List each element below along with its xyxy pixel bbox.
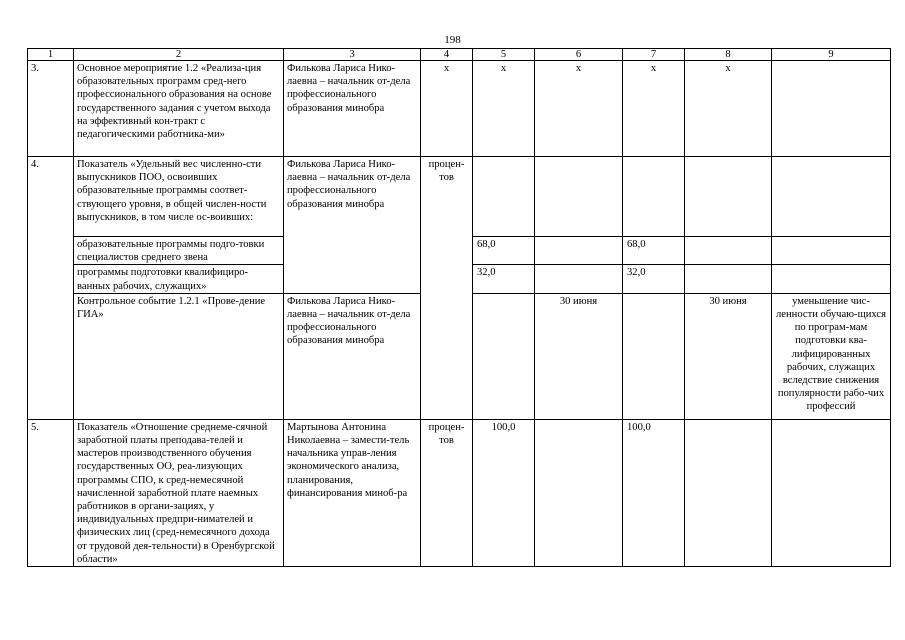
- page-number: 198: [444, 34, 461, 46]
- table-row: [28, 419, 891, 566]
- row-number: 5.: [28, 419, 74, 566]
- responsible-person: Филькова Лариса Нико-лаевна – начальник от-дела профессионального образования минобра: [284, 61, 421, 157]
- cell-value: х: [473, 61, 535, 157]
- responsible-person: Филькова Лариса Нико-лаевна – начальник от-дела профессионального образования минобра: [284, 157, 421, 294]
- cell-value: [623, 157, 685, 237]
- cell-value: [535, 237, 623, 265]
- cell-value: 100,0: [623, 419, 685, 566]
- cell-value: [685, 237, 772, 265]
- cell-value: [772, 419, 891, 566]
- cell-value: х: [685, 61, 772, 157]
- cell-value: 32,0: [473, 265, 535, 293]
- cell-value: х: [421, 61, 473, 157]
- row-number: 3.: [28, 61, 74, 157]
- header-cell: 6: [535, 49, 623, 61]
- cell-value: 30 июня: [535, 293, 623, 419]
- indicator-name: Показатель «Удельный вес численно-сти выпускников ПОО, освоивших образовательные программы соответ-ствующего уровня, в общей числен-ности выпускников, в том числе ос-воивших:: [74, 157, 284, 237]
- control-event: Контрольное событие 1.2.1 «Прове-дение ГИА»: [74, 293, 284, 419]
- cell-value: [535, 157, 623, 237]
- cell-value: 30 июня: [685, 293, 772, 419]
- cell-value: [685, 419, 772, 566]
- cell-value: х: [623, 61, 685, 157]
- header-cell: 9: [772, 49, 891, 61]
- header-cell: 2: [74, 49, 284, 61]
- unit: процен-тов: [421, 419, 473, 566]
- cell-value: [685, 265, 772, 293]
- row-number: 4.: [28, 157, 74, 420]
- cell-value: уменьшение чис-ленности обучаю-щихся по програм-мам подготовки ква-лифицированных рабочих, служащих вследствие снижения популярности рабо-чих профессий: [772, 293, 891, 419]
- unit: процен-тов: [421, 157, 473, 420]
- cell-value: [473, 293, 535, 419]
- cell-value: [623, 293, 685, 419]
- cell-value: [772, 237, 891, 265]
- cell-value: 32,0: [623, 265, 685, 293]
- table-row: [28, 61, 891, 157]
- cell-value: [772, 61, 891, 157]
- responsible-person: Филькова Лариса Нико-лаевна – начальник от-дела профессионального образования минобра: [284, 293, 421, 419]
- cell-value: [535, 265, 623, 293]
- cell-value: 68,0: [623, 237, 685, 265]
- header-cell: 1: [28, 49, 74, 61]
- header-row: [28, 49, 891, 61]
- cell-value: [772, 157, 891, 237]
- cell-value: [772, 265, 891, 293]
- cell-value: [473, 157, 535, 237]
- measure-name: Основное мероприятие 1.2 «Реализа-ция образовательных программ сред-него профессионального образования на основе государственного задания с учетом выхода на эффективный кон-тракт с педагогическими работника-ми»: [74, 61, 284, 157]
- header-cell: 7: [623, 49, 685, 61]
- header-cell: 8: [685, 49, 772, 61]
- table-row: [28, 157, 891, 237]
- cell-value: 100,0: [473, 419, 535, 566]
- responsible-person: Мартынова Антонина Николаевна – замести-тель начальника управ-ления экономического анализа, планирования, финансирования миноб-ра: [284, 419, 421, 566]
- cell-value: х: [535, 61, 623, 157]
- header-cell: 3: [284, 49, 421, 61]
- indicator-table: [27, 48, 891, 567]
- sub-indicator: программы подготовки квалифициро-ванных рабочих, служащих»: [74, 265, 284, 293]
- sub-indicator: образовательные программы подго-товки специалистов среднего звена: [74, 237, 284, 265]
- header-cell: 4: [421, 49, 473, 61]
- indicator-name: Показатель «Отношение среднеме-сячной заработной платы преподава-телей и мастеров производственного обучения государственных ОО, реа-лизующих программы СПО, к сред-немесячной начисленной заработной плате наемных работников в органи-зациях, у индивидуальных предпри-нимателей и физических лиц (сред-немесячного дохода от трудовой дея-тельности) в Оренбургской области»: [74, 419, 284, 566]
- cell-value: [535, 419, 623, 566]
- header-cell: 5: [473, 49, 535, 61]
- cell-value: [685, 157, 772, 237]
- cell-value: 68,0: [473, 237, 535, 265]
